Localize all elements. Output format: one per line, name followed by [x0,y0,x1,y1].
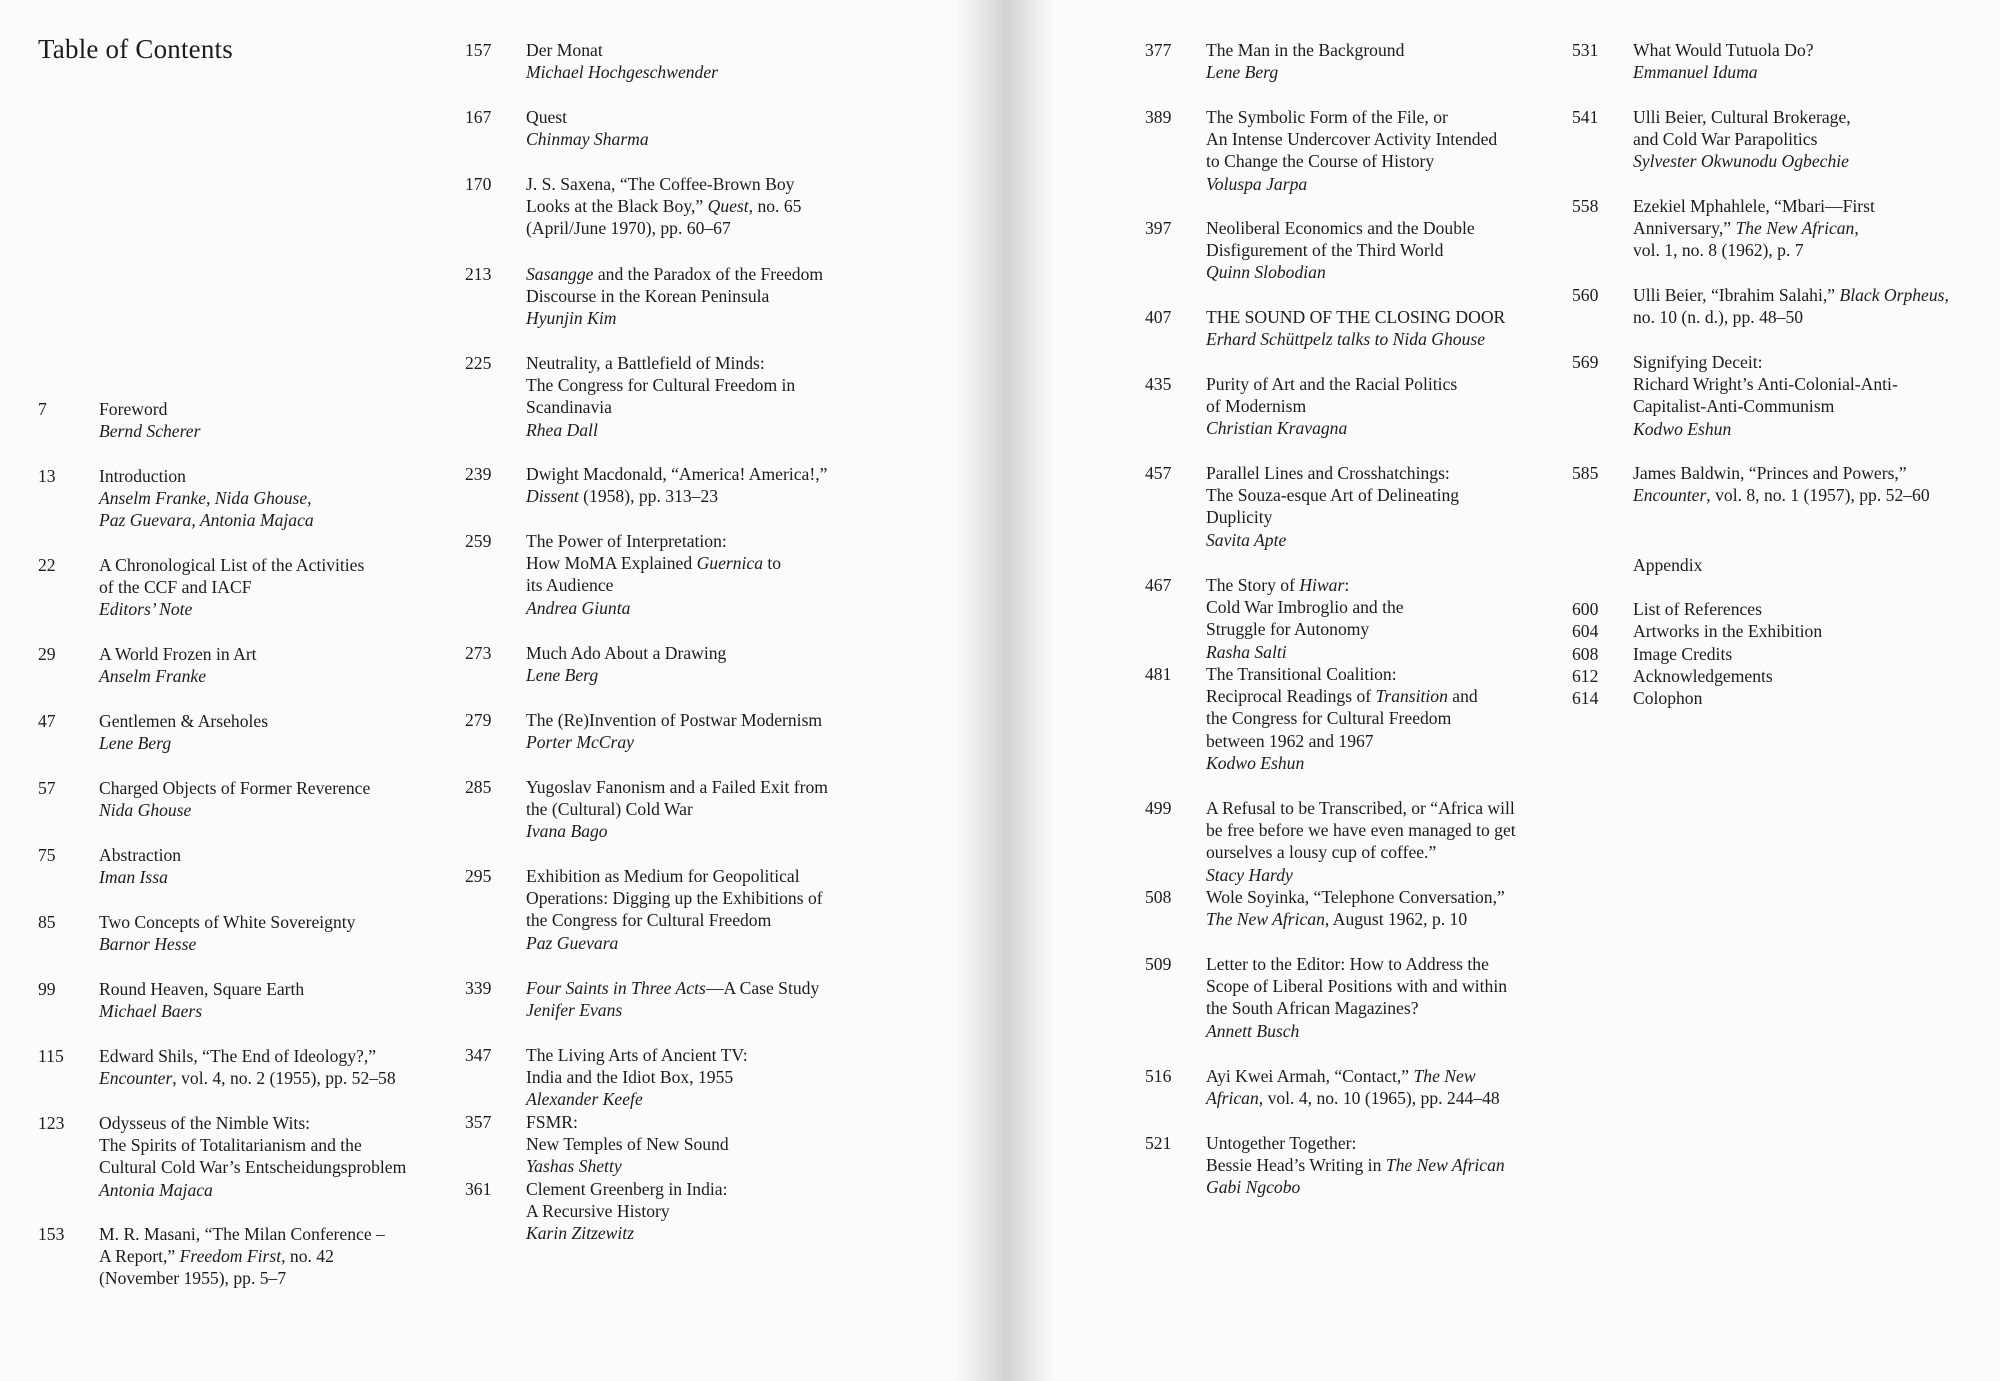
entry-author: Lene Berg [99,733,172,754]
entry-title-line: Scope of Liberal Positions with and within [1206,976,1508,997]
entry-title-line: Cold War Imbroglio and the [1206,597,1404,618]
entry-title-line: (November 1955), pp. 5–7 [99,1268,287,1289]
entry-title-line: Edward Shils, “The End of Ideology?,” [99,1046,377,1066]
entry-author: Andrea Giunta [526,597,631,618]
entry-author: Chinmay Sharma [526,129,649,150]
appendix-item [1572,687,1992,709]
appendix-heading: Appendix [1633,555,1703,575]
entry-title-line: A Refusal to be Transcribed, or “Africa will [1206,798,1515,818]
entry-title-line: and Cold War Parapolitics [1633,129,1818,150]
page-number: 7 [38,399,47,419]
entry-body [99,1112,458,1201]
italic-title-segment: The New African [1385,1155,1505,1176]
appendix-label: List of References [1633,599,1762,619]
entry-author: Kodwo Eshun [1633,418,1732,439]
entry-author: Yashas Shetty [526,1156,622,1177]
text-segment: : [1344,575,1350,595]
entry-body [1206,886,1565,930]
entry-body [99,1045,458,1089]
page-number: 585 [1572,463,1599,483]
entry-body [99,398,458,442]
entry-author: Anselm Franke [99,666,206,687]
entry-title-line: no. 10 (n. d.), pp. 48–50 [1633,307,1804,328]
entry-title-line: Parallel Lines and Crosshatchings: [1206,463,1450,483]
entry-author: Michael Baers [99,1001,203,1022]
entry-title-line: Clement Greenberg in India: [526,1179,728,1199]
page-number: 508 [1145,887,1172,907]
entry-author: Bernd Scherer [99,421,201,442]
entry-title-line [526,552,885,574]
entry-body [526,463,885,507]
text-segment: , vol. 4, no. 2 (1955), pp. 52–58 [172,1068,396,1089]
entry-body [1633,351,1992,440]
entry-author: Stacy Hardy [1206,864,1293,885]
entry-body [526,1178,885,1245]
entry-body [1206,106,1565,195]
page-number: 361 [465,1179,492,1199]
entry-author: Christian Kravagna [1206,418,1348,439]
page-number: 604 [1572,621,1599,642]
page-number: 85 [38,912,56,932]
italic-title-segment: Black Orpheus [1839,285,1945,305]
page-number: 29 [38,644,56,664]
entry-body [1206,217,1565,284]
page-number: 13 [38,466,56,486]
entry-title-line [99,1245,458,1267]
text-segment: Bessie Head’s Writing in [1206,1155,1386,1176]
entry-body [99,911,458,955]
entry-author: Jenifer Evans [526,1000,623,1021]
text-segment: Reciprocal Readings of [1206,686,1376,707]
text-segment: Ayi Kwei Armah, “Contact,” [1206,1066,1414,1086]
entry-title-line: The Man in the Background [1206,40,1405,60]
italic-title-segment: African [1206,1088,1259,1109]
page-number: 558 [1572,196,1599,216]
page-number: 285 [465,777,492,797]
page-number: 75 [38,845,56,865]
page-number: 377 [1145,40,1172,60]
entry-title-line [1206,1065,1565,1087]
italic-title-segment: Quest [707,196,749,217]
appendix-label: Colophon [1633,688,1703,709]
italic-title-segment: Transition [1375,686,1448,707]
entry-body [1206,39,1565,83]
page-number: 612 [1572,665,1599,686]
entry-title-line: Purity of Art and the Racial Politics [1206,374,1458,394]
entry-author: Alexander Keefe [526,1089,643,1110]
entry-body [99,710,458,754]
entry-title-line: Duplicity [1206,507,1273,528]
entry-author: Rasha Salti [1206,641,1287,662]
text-segment: Looks at the Black Boy,” [526,196,708,217]
entry-author: Paz Guevara, Antonia Majaca [99,510,314,531]
entry-body [526,106,885,150]
entry-title-line: Odysseus of the Nimble Wits: [99,1113,311,1133]
entry-body [526,709,885,753]
entry-author: Ivana Bago [526,821,608,842]
page-number: 521 [1145,1133,1172,1153]
italic-title-segment: Four Saints in Three Acts [526,978,706,998]
entry-author: Paz Guevara [526,932,619,953]
entry-body [526,1044,885,1111]
entry-title-line: An Intense Undercover Activity Intended [1206,129,1498,150]
page-number: 167 [465,107,492,127]
entry-title-line: The Symbolic Form of the File, or [1206,107,1448,127]
entry-author: Voluspa Jarpa [1206,173,1308,194]
appendix-label: Artworks in the Exhibition [1633,621,1823,642]
entry-author: Annett Busch [1206,1020,1300,1041]
right-page [1000,0,2000,1381]
entry-title-line: between 1962 and 1967 [1206,730,1374,751]
entry-title-line: its Audience [526,575,614,596]
entry-body [1633,106,1992,173]
page-number: 407 [1145,307,1172,327]
entry-title-line: Struggle for Autonomy [1206,619,1370,640]
entry-body [526,173,885,240]
entry-title-line: Round Heaven, Square Earth [99,979,305,999]
entry-title-line: Charged Objects of Former Reverence [99,778,371,798]
entry-body [1206,1065,1565,1109]
entry-author: Erhard Schüttpelz talks to Nida Ghouse [1206,329,1486,350]
page-number: 509 [1145,954,1172,974]
entry-title-line: Exhibition as Medium for Geopolitical [526,866,800,886]
entry-title-line [1206,1154,1565,1176]
entry-author: Gabi Ngcobo [1206,1177,1301,1198]
entry-body [99,978,458,1022]
entry-title-line: James Baldwin, “Princes and Powers,” [1633,463,1907,483]
entry-author: Lene Berg [526,665,599,686]
entry-title-line: Operations: Digging up the Exhibitions of [526,888,823,909]
text-segment: , August 1962, p. 10 [1324,909,1468,930]
page-number: 213 [465,264,492,284]
page-number: 153 [38,1224,65,1244]
entry-body [526,642,885,686]
entry-author: Anselm Franke, Nida Ghouse, [99,488,312,509]
entry-author: Quinn Slobodian [1206,262,1326,283]
page-number: 481 [1145,664,1172,684]
entry-title-line: A Recursive History [526,1201,670,1222]
entry-author: Sylvester Okwunodu Ogbechie [1633,151,1849,172]
entry-title-line [1206,685,1565,707]
entry-author: Editors’ Note [99,599,193,620]
entry-title-line: Der Monat [526,40,603,60]
entry-title-line: Ezekiel Mphahlele, “Mbari—First [1633,196,1875,216]
entry-title-line: Discourse in the Korean Peninsula [526,286,770,307]
entry-title-line: (April/June 1970), pp. 60–67 [526,218,731,239]
entry-title-line: J. S. Saxena, “The Coffee-Brown Boy [526,174,795,194]
appendix-item [1572,665,1992,687]
entry-title-line: FSMR: [526,1112,578,1132]
entry-title-line [99,1067,458,1089]
page-number: 541 [1572,107,1599,127]
page-number: 457 [1145,463,1172,483]
entry-title-line: Introduction [99,466,186,486]
entry-title-line: Wole Soyinka, “Telephone Conversation,” [1206,887,1505,907]
appendix-item [1572,643,1992,665]
italic-title-segment: Sasangge [526,264,594,284]
entry-title-line: of the CCF and IACF [99,577,252,598]
entry-author: Hyunjin Kim [526,308,617,329]
page-number: 516 [1145,1066,1172,1086]
entry-author: Iman Issa [99,867,168,888]
text-segment: and [1447,686,1478,707]
entry-title-line: New Temples of New Sound [526,1134,729,1155]
page-number: 279 [465,710,492,730]
text-segment: , no. 65 [748,196,802,217]
text-segment: The Story of [1206,575,1300,595]
entry-body [1633,195,1992,262]
page-number: 339 [465,978,492,998]
page-number: 115 [38,1046,64,1066]
entry-title-line: Dwight Macdonald, “America! America!,” [526,464,828,484]
entry-title-line: Cultural Cold War’s Entscheidungsproblem [99,1157,407,1178]
entry-body [526,263,885,330]
page-number: 560 [1572,285,1599,305]
entry-body [1633,284,1992,328]
italic-title-segment: Encounter [99,1068,173,1089]
page-number: 600 [1572,599,1599,619]
page-number: 467 [1145,575,1172,595]
entry-title-line: the (Cultural) Cold War [526,799,693,820]
entry-title-line: Ulli Beier, Cultural Brokerage, [1633,107,1851,127]
entry-title-line [1206,1087,1565,1109]
entry-title-line: Gentlemen & Arseholes [99,711,269,731]
page-number: 614 [1572,688,1599,709]
italic-title-segment: The New African [1735,218,1855,239]
appendix-item [1572,598,1992,620]
entry-title-line: Scandinavia [526,397,612,418]
entry-author: Savita Apte [1206,529,1287,550]
entry-title-line [526,977,885,999]
entry-title-line: The Living Arts of Ancient TV: [526,1045,748,1065]
page-number: 608 [1572,643,1599,664]
entry-body [526,530,885,619]
page-number: 273 [465,643,492,663]
text-segment: and the Paradox of the Freedom [593,264,824,284]
toc-title: Table of Contents [38,34,233,64]
entry-author: Barnor Hesse [99,934,197,955]
italic-title-segment: Encounter [1633,485,1707,506]
text-segment: A Report,” [99,1246,180,1267]
entry-title-line [1206,908,1565,930]
entry-title-line: Capitalist-Anti-Communism [1633,396,1835,417]
appendix-item [1572,620,1992,642]
entry-body [1633,39,1992,83]
italic-title-segment: The New African [1206,909,1325,930]
entry-title-line: Yugoslav Fanonism and a Failed Exit from [526,777,828,797]
italic-title-segment: Freedom First [179,1246,282,1267]
entry-title-line [1633,284,1992,306]
entry-title-line: India and the Idiot Box, 1955 [526,1067,734,1088]
entry-title-line [526,195,885,217]
entry-title-line: to Change the Course of History [1206,151,1435,172]
entry-title-line: vol. 1, no. 8 (1962), p. 7 [1633,240,1804,261]
entry-body [1206,373,1565,440]
entry-body [99,777,458,821]
entry-body [1206,574,1565,663]
entry-title-line: Neoliberal Economics and the Double [1206,218,1475,238]
text-segment: How MoMA Explained [526,553,697,574]
appendix-label: Image Credits [1633,643,1733,664]
entry-title-line: the Congress for Cultural Freedom [526,910,772,931]
text-segment: , no. 42 [281,1246,334,1267]
entry-body [526,977,885,1021]
entry-title-line: Foreword [99,399,168,419]
page-number: 170 [465,174,492,194]
entry-title-line [526,485,885,507]
entry-title-line: The Spirits of Totalitarianism and the [99,1135,362,1156]
entry-title-line: Neutrality, a Battlefield of Minds: [526,353,765,373]
entry-title-line: Two Concepts of White Sovereignty [99,912,356,932]
entry-title-line: M. R. Masani, “The Milan Conference – [99,1224,385,1244]
page-number: 123 [38,1113,65,1133]
book-gutter [955,0,1055,1381]
entry-author: Michael Hochgeschwender [526,62,719,83]
entry-title-line: Quest [526,107,568,127]
entry-title-line: the Congress for Cultural Freedom [1206,708,1452,729]
page-number: 239 [465,464,492,484]
entry-body [526,865,885,954]
entry-author: Lene Berg [1206,62,1279,83]
page-number: 569 [1572,352,1599,372]
entry-title-line: A World Frozen in Art [99,644,257,664]
entry-title-line [1633,217,1992,239]
entry-title-line: Letter to the Editor: How to Address the [1206,954,1489,974]
text-segment: Anniversary,” [1633,218,1736,239]
entry-title-line: The Power of Interpretation: [526,531,727,551]
page-number: 22 [38,555,56,575]
entry-title-line: Richard Wright’s Anti-Colonial-Anti- [1633,374,1898,395]
entry-author: Karin Zitzewitz [526,1223,635,1244]
page-number: 225 [465,353,492,373]
entry-body [99,844,458,888]
entry-title-line: Untogether Together: [1206,1133,1357,1153]
entry-title-line: The Congress for Cultural Freedom in [526,375,796,396]
entry-body [1206,797,1565,886]
entry-title-line: of Modernism [1206,396,1307,417]
page-number: 389 [1145,107,1172,127]
entry-title-line: The Souza-esque Art of Delineating [1206,485,1460,506]
page-number: 347 [465,1045,492,1065]
page-number: 157 [465,40,492,60]
entry-title-line: the South African Magazines? [1206,998,1419,1019]
entry-title-line: The Transitional Coalition: [1206,664,1397,684]
page-number: 57 [38,778,56,798]
entry-title-line: What Would Tutuola Do? [1633,40,1814,60]
entry-body [526,776,885,843]
entry-author: Antonia Majaca [99,1179,213,1200]
text-segment: to [763,553,782,574]
entry-title-line: A Chronological List of the Activities [99,555,365,575]
entry-body [1206,1132,1565,1199]
text-segment: —A Case Study [705,978,820,998]
entry-body [99,643,458,687]
entry-body [1206,306,1565,350]
entry-author: Rhea Dall [526,419,598,440]
entry-title-line: be free before we have even managed to get [1206,820,1516,841]
entry-body [99,1223,458,1290]
entry-body [526,352,885,441]
entry-title-line: Signifying Deceit: [1633,352,1763,372]
entry-author: Nida Ghouse [99,800,192,821]
entry-author: Porter McCray [526,732,634,753]
page-number: 499 [1145,798,1172,818]
appendix-label: Acknowledgements [1633,665,1773,686]
page-number: 47 [38,711,56,731]
page-number: 295 [465,866,492,886]
page-number: 531 [1572,40,1599,60]
entry-title-line: THE SOUND OF THE CLOSING DOOR [1206,307,1506,327]
text-segment: , vol. 4, no. 10 (1965), pp. 244–48 [1258,1088,1500,1109]
italic-title-segment: Hiwar [1299,575,1345,595]
entry-title-line [526,263,885,285]
entry-title-line [1206,574,1565,596]
entry-body [99,554,458,621]
italic-title-segment: Guernica [696,553,764,574]
entry-title-line: Disfigurement of the Third World [1206,240,1444,261]
page-number: 357 [465,1112,492,1132]
text-segment: , [1944,285,1949,305]
entry-body [99,465,458,532]
text-segment: , vol. 8, no. 1 (1957), pp. 52–60 [1706,485,1930,506]
entry-title-line: Abstraction [99,845,182,865]
page-number: 99 [38,979,56,999]
text-segment: Ulli Beier, “Ibrahim Salahi,” [1633,285,1840,305]
entry-author: Kodwo Eshun [1206,752,1305,773]
text-segment: (1958), pp. 313–23 [578,486,719,507]
left-page [0,0,965,1381]
entry-body [526,1111,885,1178]
italic-title-segment: The New [1413,1066,1476,1086]
entry-body [1206,462,1565,551]
entry-body [1633,462,1992,506]
italic-title-segment: Dissent [526,486,579,507]
entry-body [526,39,885,83]
page-number: 397 [1145,218,1172,238]
entry-author: Emmanuel Iduma [1633,62,1758,83]
page-number: 435 [1145,374,1172,394]
entry-title-line: The (Re)Invention of Postwar Modernism [526,710,823,730]
page-number: 259 [465,531,492,551]
entry-body [1206,663,1565,774]
entry-title-line: Much Ado About a Drawing [526,643,727,663]
text-segment: , [1854,218,1859,239]
entry-body [1206,953,1565,1042]
entry-title-line [1633,484,1992,506]
entry-title-line: ourselves a lousy cup of coffee.” [1206,842,1437,863]
